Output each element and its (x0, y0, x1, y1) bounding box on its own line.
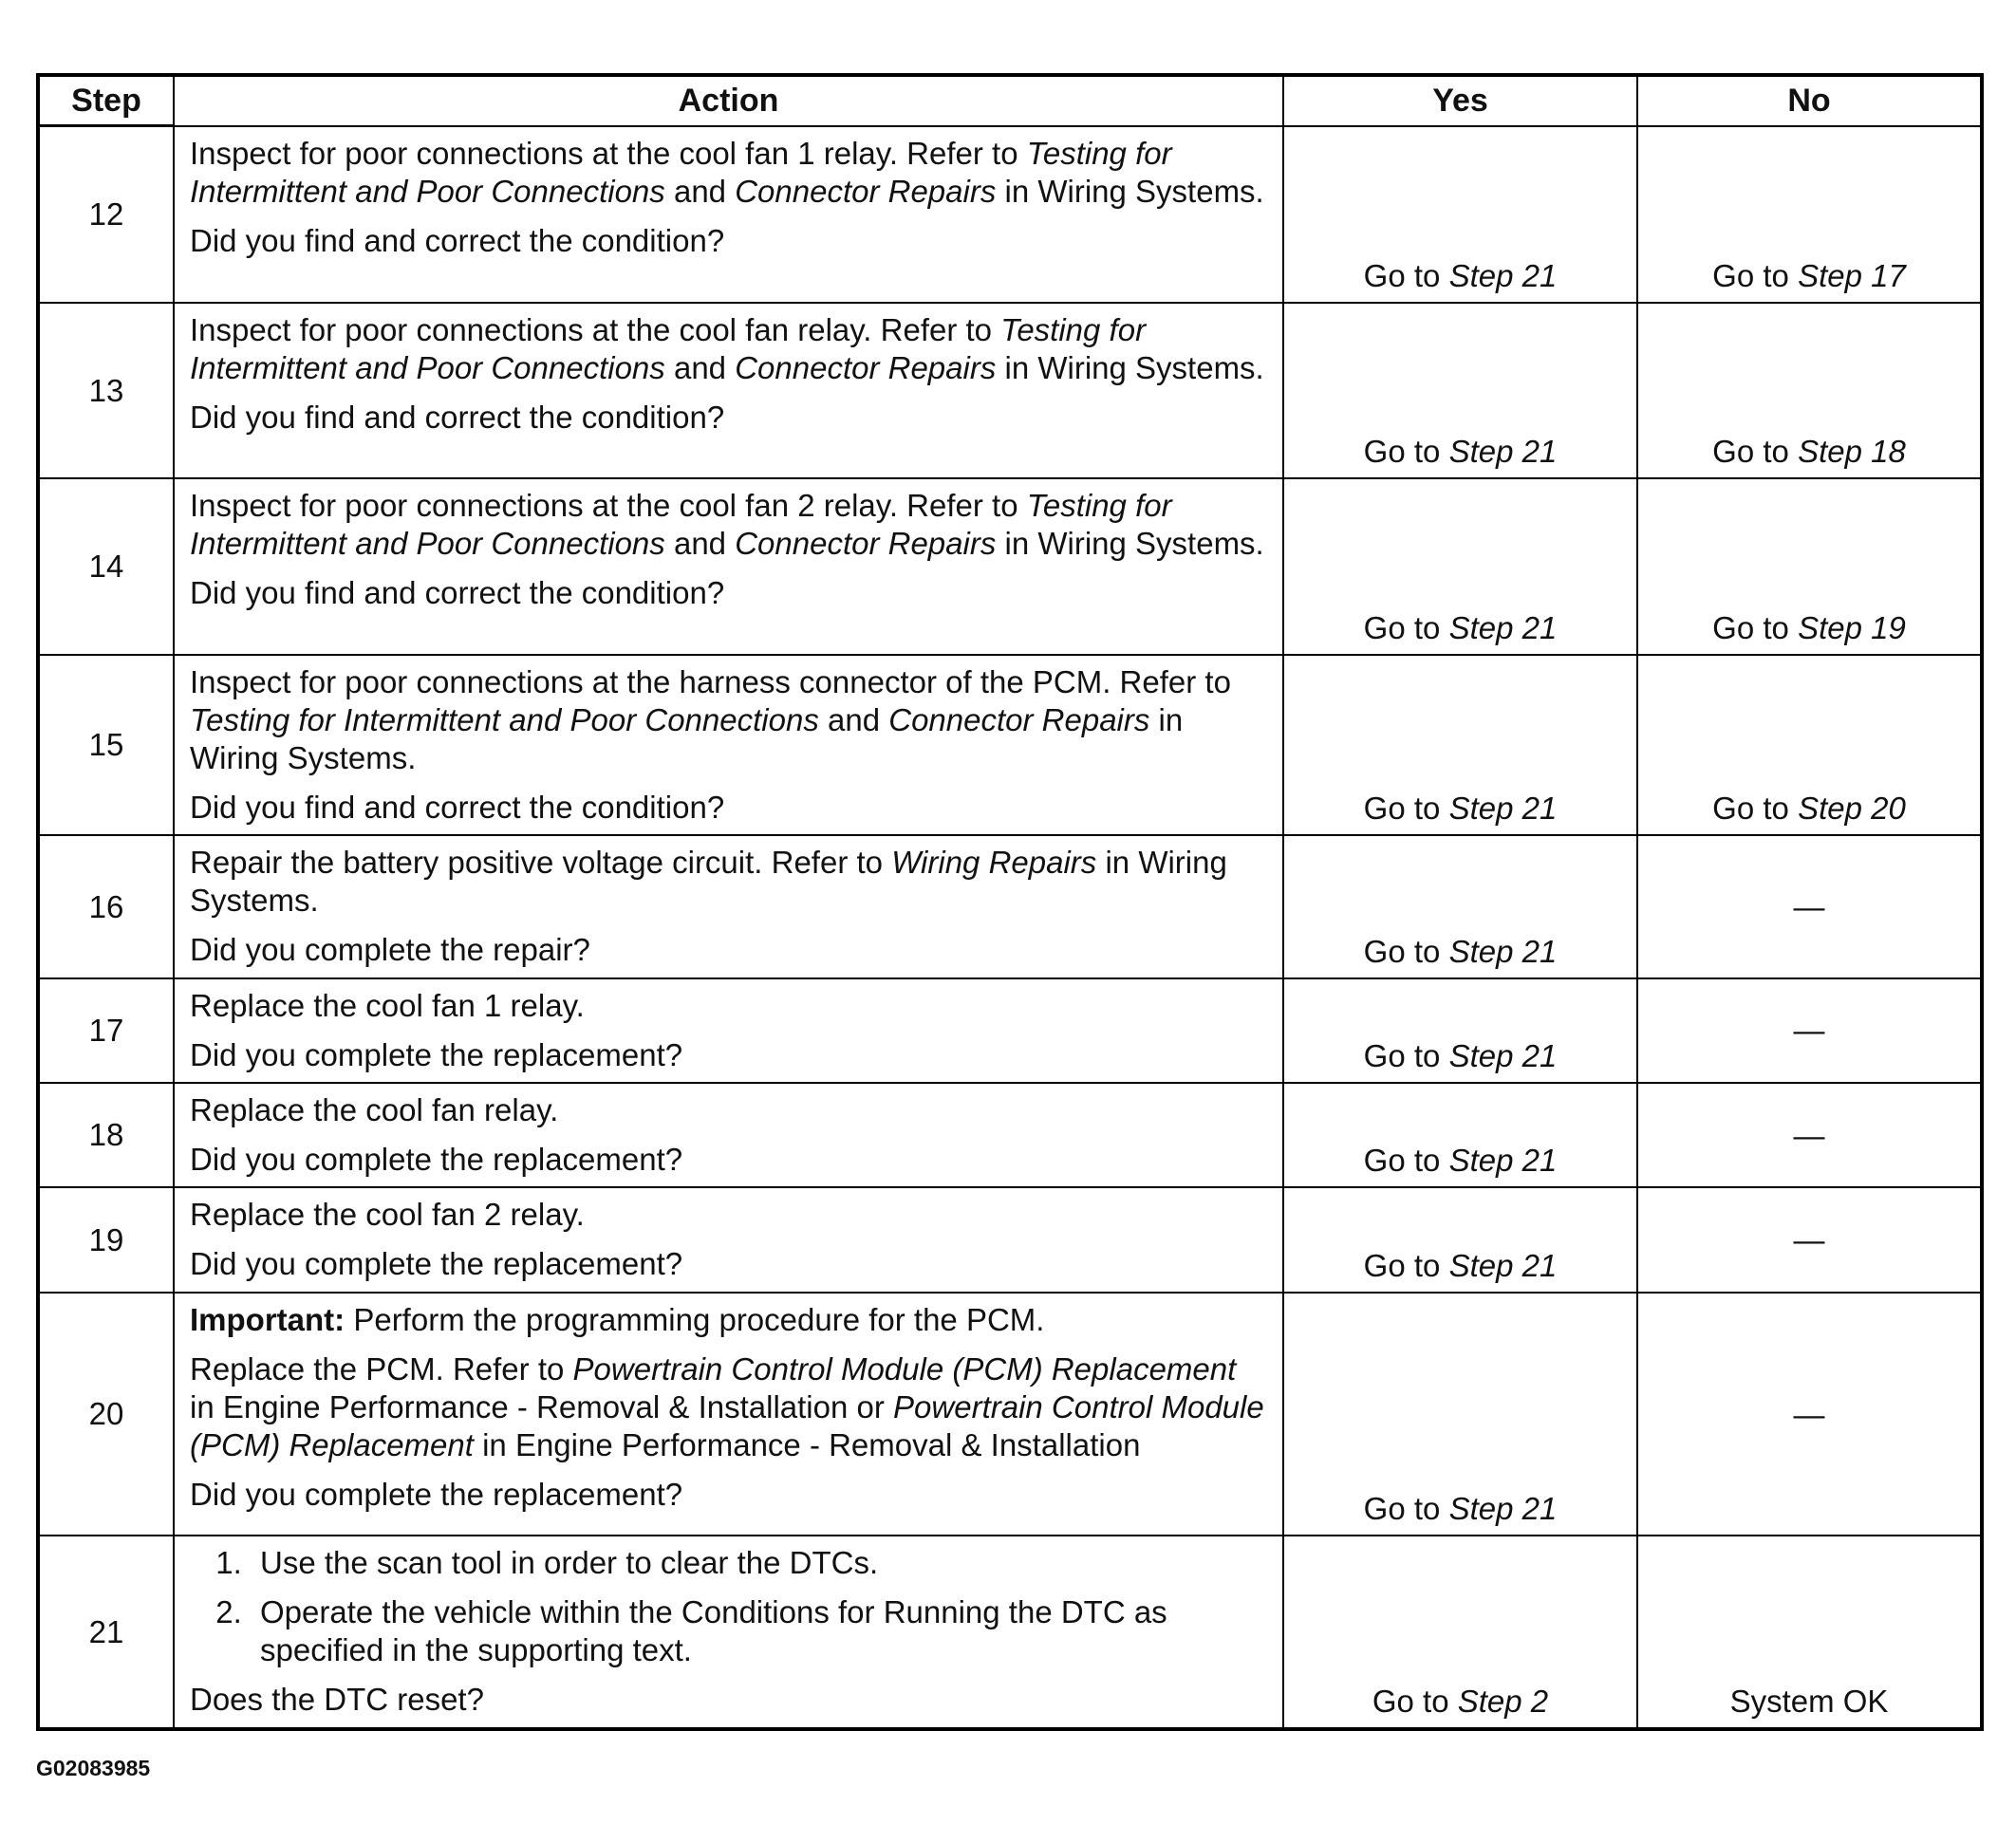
step-number: 14 (38, 478, 174, 654)
no-result-text: System OK (1729, 1684, 1889, 1719)
step-number: 19 (38, 1187, 174, 1292)
action-list-item: 1. Use the scan tool in order to clear the DTCs. (251, 1544, 1269, 1582)
yes-step-link[interactable]: Step 21 (1448, 1143, 1558, 1179)
table-row (38, 1187, 1982, 1292)
action-question: Did you find and correct the condition? (190, 222, 725, 258)
no-cell (1637, 1293, 1982, 1536)
reference-text: Testing for Intermittent and Poor Connections (190, 701, 819, 737)
action-question: Did you complete the repair? (190, 932, 590, 968)
action-text (190, 311, 1269, 387)
action-text-segment: Repair the battery positive voltage circuit. Refer to (190, 845, 892, 881)
no-step-link[interactable]: Step 19 (1798, 609, 1906, 645)
yes-cell (1283, 1083, 1637, 1187)
yes-prefix: Go to (1363, 933, 1449, 969)
action-text-segment: in Wiring Systems. (996, 349, 1264, 385)
important-text: Perform the programming procedure for the PCM. (345, 1301, 1045, 1337)
action-text (190, 987, 1269, 1025)
yes-prefix: Go to (1363, 434, 1449, 470)
reference-text: Connector Repairs (735, 526, 997, 562)
reference-text: Powertrain Control Module (PCM) Replacement (190, 1388, 1264, 1462)
no-cell (1637, 655, 1982, 836)
no-cell (1637, 1187, 1982, 1292)
table-header-row (38, 75, 1982, 126)
action-list (190, 1544, 1269, 1669)
action-text (190, 844, 1269, 920)
action-text-segment: in Engine Performance - Removal & Installation (473, 1426, 1141, 1462)
no-dash: — (1793, 1222, 1825, 1258)
action-cell (174, 655, 1283, 836)
action-text (190, 663, 1269, 777)
step-number: 15 (38, 655, 174, 836)
no-cell (1637, 126, 1982, 303)
yes-step-link[interactable]: Step 21 (1448, 434, 1558, 470)
action-text-segment: Inspect for poor connections at the cool fan 2 relay. Refer to (190, 488, 1027, 524)
yes-cell (1283, 126, 1637, 303)
no-step-link[interactable]: Step 20 (1798, 791, 1906, 827)
table-row (38, 978, 1982, 1083)
action-text-segment: and (664, 173, 736, 209)
action-cell (174, 978, 1283, 1083)
yes-cell (1283, 978, 1637, 1083)
step-number: 18 (38, 1083, 174, 1187)
table-row (38, 1536, 1982, 1729)
action-text-segment: in Engine Performance - Removal & Installation or (190, 1388, 894, 1424)
action-text (190, 487, 1269, 563)
yes-prefix: Go to (1363, 257, 1449, 293)
action-text-segment: Inspect for poor connections at the cool fan 1 relay. Refer to (190, 135, 1027, 171)
action-question: Did you complete the replacement? (190, 1036, 683, 1072)
action-text-segment: in Wiring Systems. (190, 845, 1227, 919)
table-row (38, 478, 1982, 654)
action-cell (174, 1187, 1283, 1292)
yes-step-link[interactable]: Step 21 (1448, 791, 1558, 827)
yes-cell (1283, 303, 1637, 478)
action-text-segment: and (664, 349, 736, 385)
yes-prefix: Go to (1372, 1684, 1458, 1719)
no-prefix: Go to (1712, 791, 1799, 827)
yes-step-link[interactable]: Step 21 (1448, 933, 1558, 969)
action-text-segment: in Wiring Systems. (190, 701, 1184, 775)
yes-step-link[interactable]: Step 2 (1457, 1684, 1549, 1719)
yes-cell (1283, 1187, 1637, 1292)
action-text-segment: and (818, 701, 889, 737)
action-cell (174, 1083, 1283, 1187)
no-cell (1637, 978, 1982, 1083)
no-dash: — (1793, 1396, 1825, 1432)
header-no: No (1637, 75, 1982, 126)
table-row (38, 126, 1982, 303)
action-list-item: 2. Operate the vehicle within the Conditions for Running the DTC as specified in the supporting text. (251, 1593, 1269, 1669)
no-dash: — (1793, 1117, 1825, 1153)
reference-text: Powertrain Control Module (PCM) Replacement (572, 1350, 1237, 1387)
no-prefix: Go to (1712, 434, 1799, 470)
no-dash: — (1793, 889, 1825, 925)
reference-text: Connector Repairs (735, 349, 997, 385)
table-row (38, 303, 1982, 478)
step-number: 20 (38, 1293, 174, 1536)
action-text-segment: Inspect for poor connections at the harness connector of the PCM. Refer to (190, 663, 1231, 699)
action-question: Did you find and correct the condition? (190, 575, 725, 611)
step-number: 13 (38, 303, 174, 478)
no-cell (1637, 303, 1982, 478)
action-question: Does the DTC reset? (190, 1682, 484, 1718)
figure-id: G02083985 (36, 1756, 151, 1780)
action-text-segment: and (664, 526, 736, 562)
action-question: Did you find and correct the condition? (190, 789, 725, 825)
table-row (38, 1293, 1982, 1536)
table-row (38, 1083, 1982, 1187)
action-text-segment: Replace the cool fan relay. (190, 1092, 559, 1128)
yes-prefix: Go to (1363, 791, 1449, 827)
important-label: Important: (190, 1301, 345, 1337)
action-text (190, 1350, 1269, 1464)
action-text-segment: Replace the cool fan 2 relay. (190, 1197, 585, 1233)
action-question: Did you complete the replacement? (190, 1476, 683, 1512)
header-yes: Yes (1283, 75, 1637, 126)
action-cell (174, 478, 1283, 654)
reference-text: Connector Repairs (888, 701, 1150, 737)
yes-cell (1283, 1536, 1637, 1729)
step-number: 21 (38, 1536, 174, 1729)
header-action: Action (174, 75, 1283, 126)
yes-step-link[interactable]: Step 21 (1448, 1491, 1558, 1527)
header-step: Step (38, 75, 174, 126)
reference-text: Testing for Intermittent and Poor Connections (190, 311, 1147, 385)
step-number: 12 (38, 126, 174, 303)
no-prefix: Go to (1712, 609, 1799, 645)
no-prefix: Go to (1712, 257, 1799, 293)
yes-cell (1283, 835, 1637, 977)
reference-text: Testing for Intermittent and Poor Connections (190, 135, 1172, 209)
yes-cell (1283, 655, 1637, 836)
no-cell (1637, 835, 1982, 977)
step-number: 16 (38, 835, 174, 977)
no-cell (1637, 478, 1982, 654)
yes-cell (1283, 478, 1637, 654)
action-question: Did you complete the replacement? (190, 1246, 683, 1282)
yes-cell (1283, 1293, 1637, 1536)
action-text-segment: Replace the PCM. Refer to (190, 1350, 573, 1387)
no-step-link[interactable]: Step 17 (1798, 257, 1906, 293)
important-note (190, 1301, 1269, 1339)
yes-step-link[interactable]: Step 21 (1448, 257, 1558, 293)
action-cell (174, 126, 1283, 303)
diagnostic-table (36, 73, 1984, 1731)
no-cell (1637, 1536, 1982, 1729)
yes-prefix: Go to (1363, 1491, 1449, 1527)
step-number: 17 (38, 978, 174, 1083)
reference-text: Wiring Repairs (891, 845, 1097, 881)
action-cell (174, 1293, 1283, 1536)
action-text-segment: Inspect for poor connections at the cool fan relay. Refer to (190, 311, 1001, 347)
yes-prefix: Go to (1363, 1038, 1449, 1074)
no-cell (1637, 1083, 1982, 1187)
action-text (190, 135, 1269, 211)
yes-prefix: Go to (1363, 609, 1449, 645)
reference-text: Connector Repairs (735, 173, 997, 209)
no-step-link[interactable]: Step 18 (1798, 434, 1906, 470)
yes-step-link[interactable]: Step 21 (1448, 1038, 1558, 1074)
reference-text: Testing for Intermittent and Poor Connections (190, 488, 1172, 562)
action-question: Did you find and correct the condition? (190, 399, 725, 435)
table-row (38, 835, 1982, 977)
no-dash: — (1793, 1013, 1825, 1049)
yes-prefix: Go to (1363, 1143, 1449, 1179)
action-text-segment: in Wiring Systems. (996, 173, 1264, 209)
yes-step-link[interactable]: Step 21 (1448, 1247, 1558, 1283)
yes-prefix: Go to (1363, 1247, 1449, 1283)
action-cell (174, 1536, 1283, 1729)
action-text-segment: Replace the cool fan 1 relay. (190, 987, 585, 1023)
action-question: Did you complete the replacement? (190, 1142, 683, 1178)
table-row (38, 655, 1982, 836)
action-cell (174, 303, 1283, 478)
action-text (190, 1196, 1269, 1234)
yes-step-link[interactable]: Step 21 (1448, 609, 1558, 645)
action-text (190, 1091, 1269, 1129)
action-text-segment: in Wiring Systems. (996, 526, 1264, 562)
action-cell (174, 835, 1283, 977)
